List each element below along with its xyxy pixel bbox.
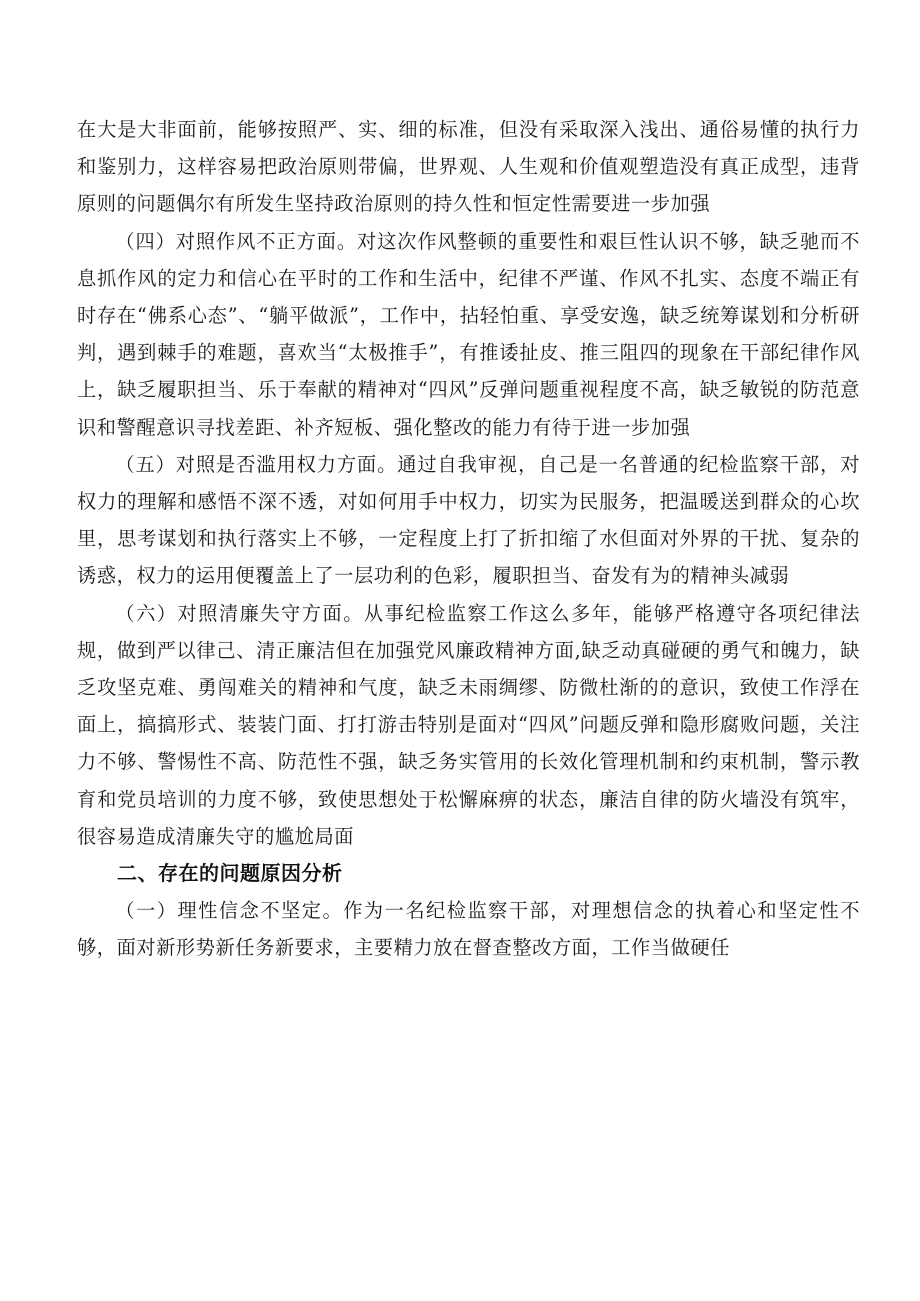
paragraph-continuation: 在大是大非面前，能够按照严、实、细的标准，但没有采取深入浅出、通俗易懂的执行力和鉴别力，这样容易把政治原则带偏，世界观、人生观和价值观塑造没有真正成型，违背原则的问题偶尔有所发生坚持政治原则的持久性和恒定性需要进一步加强 bbox=[77, 118, 860, 216]
paragraph-belief: （一）理性信念不坚定。作为一名纪检监察干部，对理想信念的执着心和坚定性不够，面对新形势新任务新要求，主要精力放在督查整改方面，工作当做硬任 bbox=[77, 899, 860, 960]
paragraph-integrity: （六）对照清廉失守方面。从事纪检监察工作这么多年，能够严格遵守各项纪律法规，做到严以律己、清正廉洁但在加强党风廉政精神方面,缺乏动真碰硬的勇气和魄力，缺乏攻坚克难、勇闯难关的精神和气度，缺乏未雨绸缪、防微杜渐的的意识，致使工作浮在面上，搞搞形式、装装门面、打打游击特别是面对“四风”问题反弹和隐形腐败问题，关注力不够、警惕性不高、防范性不强，缺乏务实管用的长效化管理机制和约束机制，警示教育和党员培训的力度不够，致使思想处于松懈麻痹的状态，廉洁自律的防火墙没有筑牢，很容易造成清廉失守的尴尬局面 bbox=[77, 601, 860, 848]
paragraph-work-style: （四）对照作风不正方面。对这次作风整顿的重要性和艰巨性认识不够，缺乏驰而不息抓作风的定力和信心在平时的工作和生活中，纪律不严谨、作风不扎实、态度不端正有时存在“佛系心态”、“躺平做派”，工作中，拈轻怕重、享受安逸，缺乏统筹谋划和分析研判，遇到棘手的难题，喜欢当“太极推手”，有推诿扯皮、推三阻四的现象在干部纪律作风上，缺乏履职担当、乐于奉献的精神对“四风”反弹问题重视程度不高，缺乏敏锐的防范意识和警醒意识寻找差距、补齐短板、强化整改的能力有待于进一步加强 bbox=[77, 229, 860, 439]
paragraph-power-abuse: （五）对照是否滥用权力方面。通过自我审视，自己是一名普通的纪检监察干部，对权力的理解和感悟不深不透，对如何用手中权力，切实为民服务，把温暖送到群众的心坎里，思考谋划和执行落实上不够，一定程度上打了折扣缩了水但面对外界的干扰、复杂的诱惑，权力的运用便覆盖上了一层功利的色彩，履职担当、奋发有为的精神头减弱 bbox=[77, 452, 860, 588]
section-heading: 二、存在的问题原因分析 bbox=[117, 861, 343, 886]
